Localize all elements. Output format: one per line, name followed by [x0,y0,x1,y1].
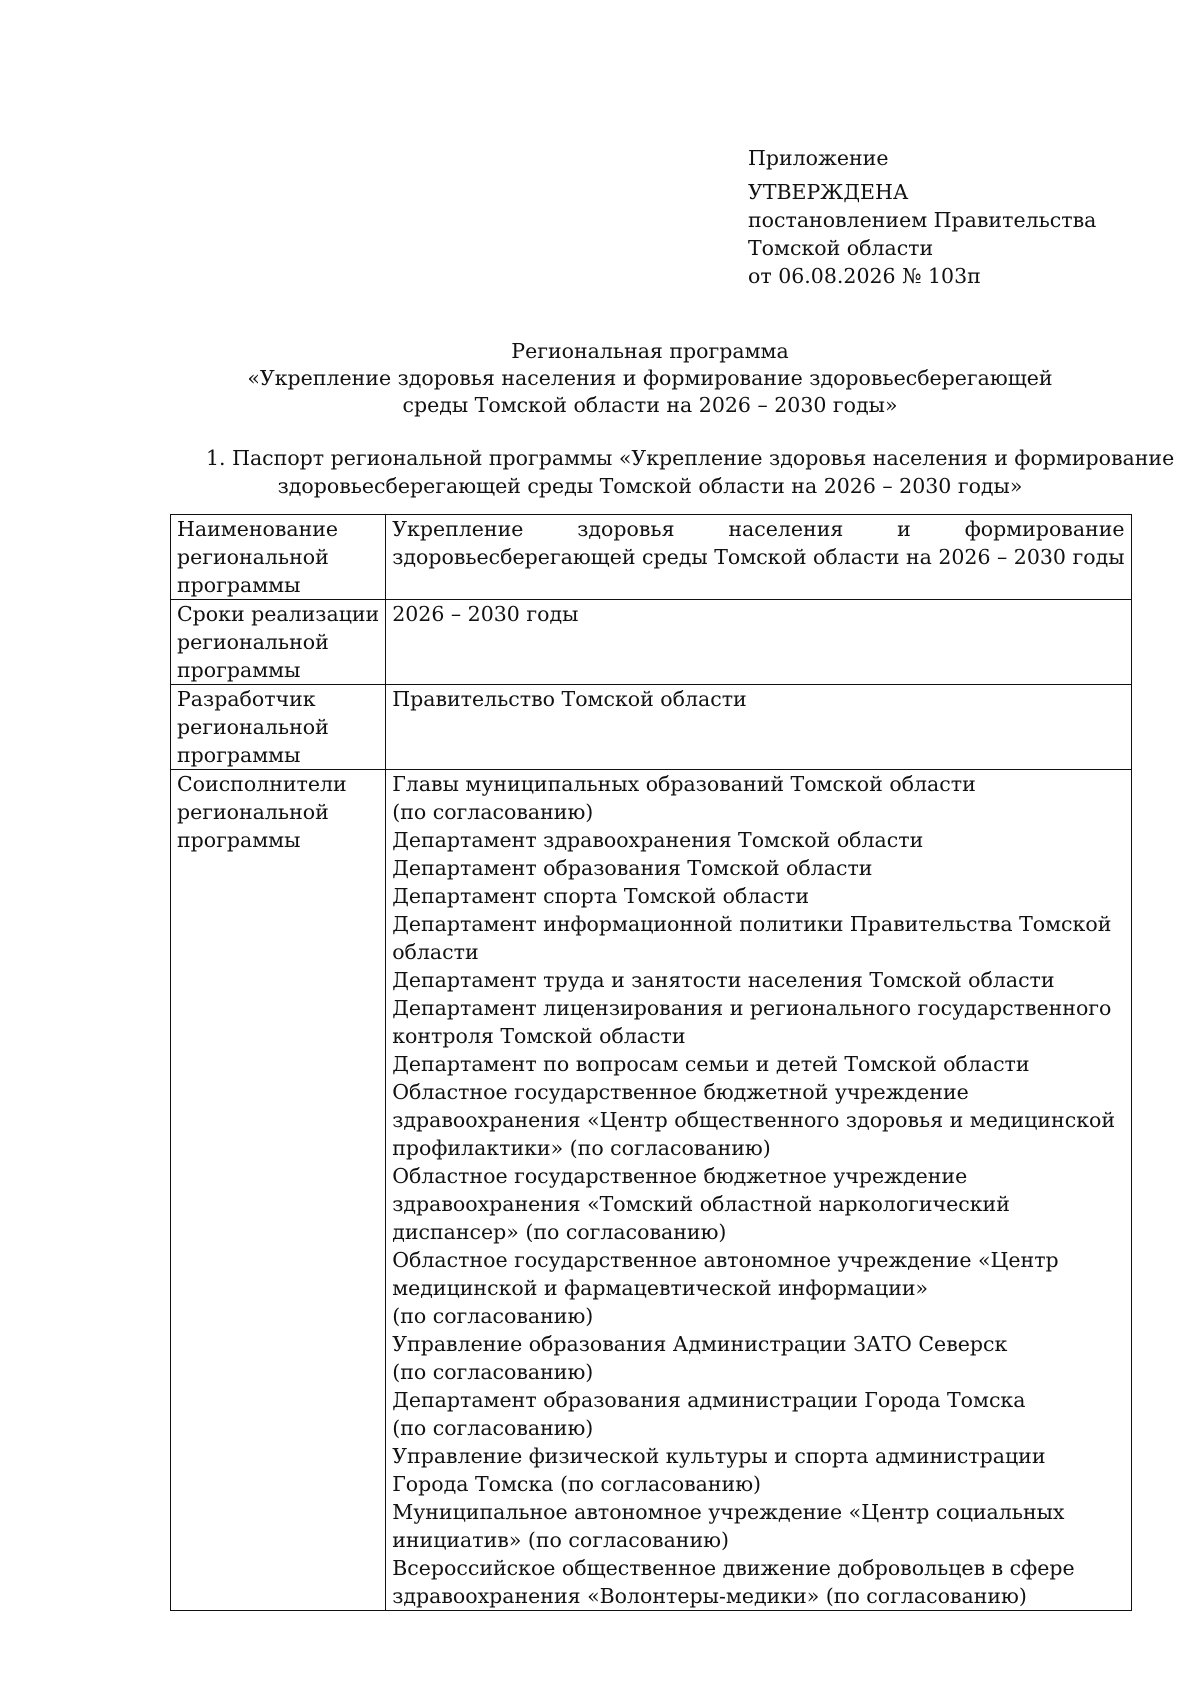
co-executor-line: здравоохранения «Волонтеры-медики» (по согласованию) [392,1584,1027,1608]
co-executor-line: медицинской и фармацевтической информации» [392,1276,929,1300]
co-executor-line: здравоохранения «Томский областной наркологический [392,1192,1010,1216]
passport-key [171,600,386,685]
co-executor-line: контроля Томской области [392,1024,686,1048]
passport-key [171,770,386,1611]
co-executor-line: Всероссийское общественное движение добровольцев в сфере [392,1556,1075,1580]
section-heading [170,444,1175,500]
key-line: региональной [177,545,329,569]
key-line: программы [177,658,301,682]
approved-label: УТВЕРЖДЕНА [748,180,909,204]
co-executor-line: диспансер» (по согласованию) [392,1220,727,1244]
co-executor-line: Департамент здравоохранения Томской области [392,828,924,852]
co-executor-line: Департамент труда и занятости населения Томской области [392,968,1055,992]
co-executor-line: Областное государственное бюджетное учреждение [392,1164,968,1188]
co-executor-line: (по согласованию) [392,1416,594,1440]
value-line: Правительство Томской области [392,687,747,711]
program-title [170,338,1130,419]
key-line: региональной [177,715,329,739]
passport-key [171,685,386,770]
co-executor-line: (по согласованию) [392,1304,594,1328]
passport-key [171,515,386,600]
key-line: Сроки реализации [177,602,380,626]
co-executor-line: профилактики» (по согласованию) [392,1136,771,1160]
co-executor-line: Областное государственное автономное учреждение «Центр [392,1248,1059,1272]
passport-value [386,600,1131,685]
value-line: здоровьесберегающей среды Томской области на 2026 – 2030 годы [392,545,1125,569]
program-title-line: «Укрепление здоровья населения и формирование здоровьесберегающей [247,366,1053,390]
co-executor-line: Департамент образования администрации Города Томска [392,1388,1026,1412]
co-executor-line: здравоохранения «Центр общественного здоровья и медицинской [392,1108,1116,1132]
key-line: программы [177,828,301,852]
key-line: региональной [177,630,329,654]
section-heading-line: 1. Паспорт региональной программы «Укрепление здоровья населения и формирование [206,446,1175,470]
passport-value [386,770,1131,1611]
decree-line: постановлением Правительства [748,208,1097,232]
table-row [171,685,1132,770]
co-executor-line: (по согласованию) [392,800,594,824]
co-executor-line: Департамент информационной политики Правительства Томской [392,912,1112,936]
key-line: региональной [177,800,329,824]
key-line: Разработчик [177,687,316,711]
co-executor-line: Города Томска (по согласованию) [392,1472,762,1496]
appendix-label: Приложение [748,146,889,170]
key-line: программы [177,573,301,597]
co-executor-line: (по согласованию) [392,1360,594,1384]
passport-value [386,515,1131,600]
table-row [171,515,1132,600]
decree-date-number: от 06.08.2026 № 103п [748,264,981,288]
program-title-line: среды Томской области на 2026 – 2030 годы» [402,393,898,417]
co-executor-line: Управление образования Администрации ЗАТО Северск [392,1332,1008,1356]
passport-table [170,514,1132,1611]
approval-stamp [748,144,1168,290]
value-line: Укрепление здоровья населения и формирование [392,517,1125,541]
co-executor-line: Департамент лицензирования и регионального государственного [392,996,1112,1020]
co-executor-line: Областное государственное бюджетной учреждение [392,1080,969,1104]
co-executor-line: Департамент спорта Томской области [392,884,810,908]
passport-value [386,685,1131,770]
program-title-line: Региональная программа [511,339,789,363]
co-executor-line: Департамент образования Томской области [392,856,873,880]
value-line: 2026 – 2030 годы [392,602,579,626]
section-heading-line: здоровьесберегающей среды Томской области на 2026 – 2030 годы» [277,474,1023,498]
key-line: Наименование [177,517,339,541]
co-executor-line: Управление физической культуры и спорта администрации [392,1444,1046,1468]
table-row [171,770,1132,1611]
co-executor-line: Главы муниципальных образований Томской области [392,772,976,796]
key-line: программы [177,743,301,767]
co-executor-line: Департамент по вопросам семьи и детей Томской области [392,1052,1030,1076]
co-executor-line: области [392,940,479,964]
co-executor-line: инициатив» (по согласованию) [392,1528,729,1552]
co-executor-line: Муниципальное автономное учреждение «Центр социальных [392,1500,1065,1524]
key-line: Соисполнители [177,772,347,796]
decree-authority-line: Томской области [748,236,934,260]
table-row [171,600,1132,685]
